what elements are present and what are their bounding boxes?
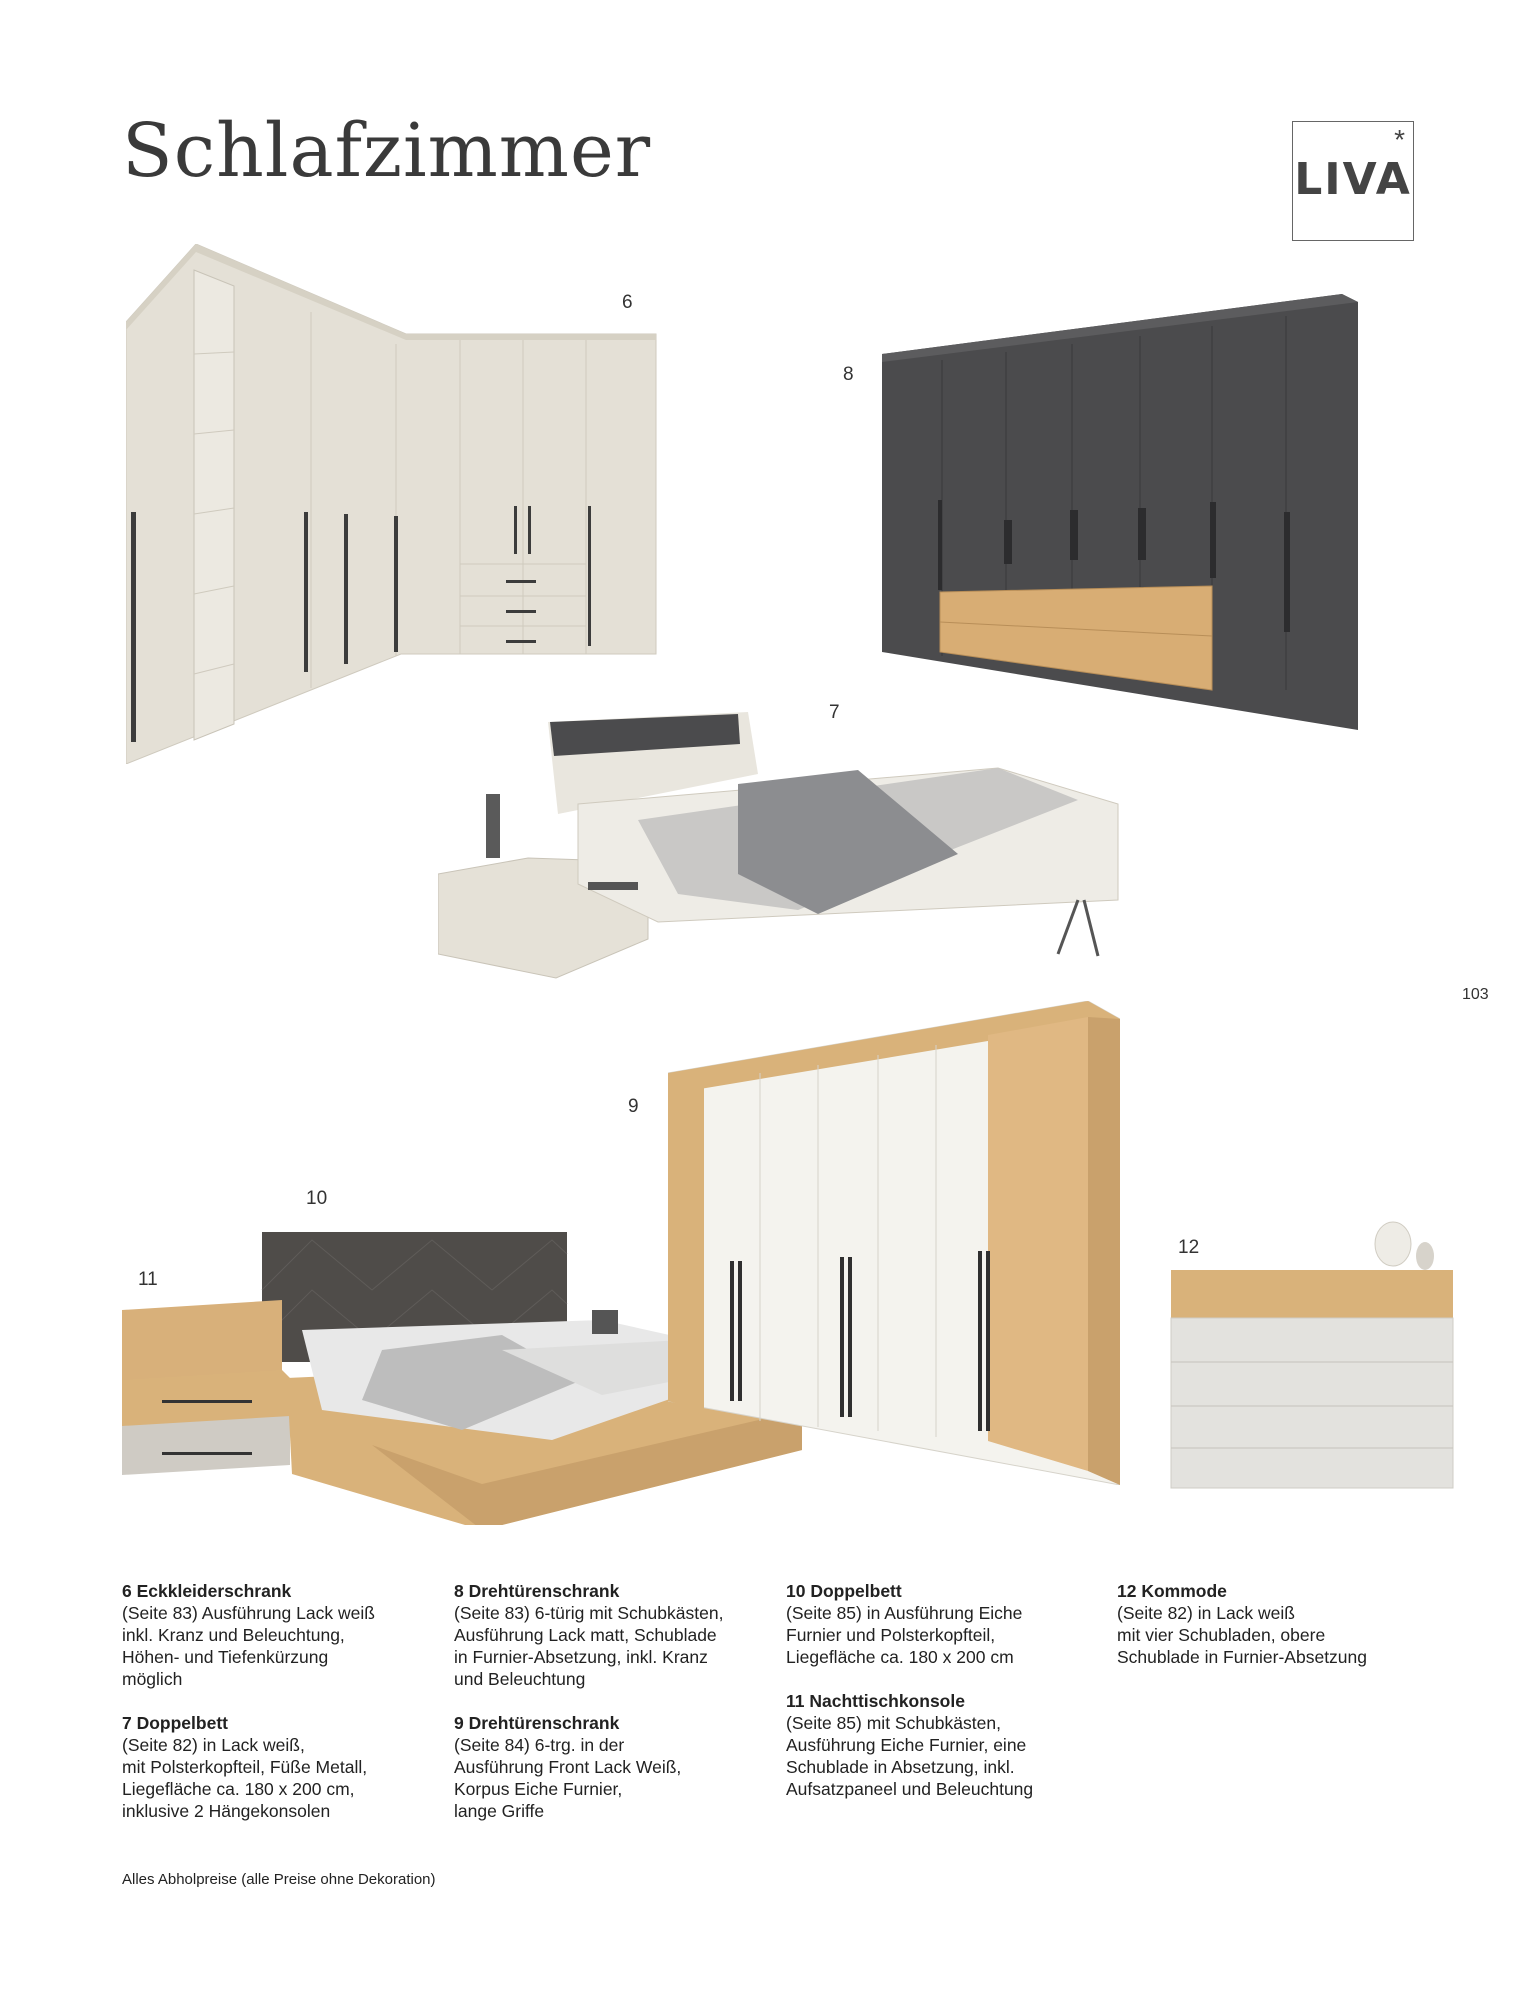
description-item-7 <box>122 1712 432 1822</box>
description-line: Höhen- und Tiefenkürzung <box>122 1647 329 1667</box>
description-line: Ausführung Front Lack Weiß, <box>454 1757 682 1777</box>
description-line: in Furnier-Absetzung, inkl. Kranz <box>454 1647 708 1667</box>
description-item-6 <box>122 1580 432 1690</box>
description-line: Schublade in Absetzung, inkl. <box>786 1757 1015 1777</box>
item-number-10: 10 <box>306 1188 328 1209</box>
description-line: (Seite 83) 6-türig mit Schubkästen, <box>454 1603 724 1623</box>
description-line: Liegefläche ca. 180 x 200 cm, <box>122 1779 355 1799</box>
description-line: (Seite 85) mit Schubkästen, <box>786 1713 1001 1733</box>
description-line: (Seite 82) in Lack weiß, <box>122 1735 305 1755</box>
item-number-12: 12 <box>1178 1237 1200 1258</box>
description-heading: 11 Nachttischkonsole <box>786 1691 965 1711</box>
description-line: Furnier und Polsterkopfteil, <box>786 1625 996 1645</box>
item-number-8: 8 <box>843 364 854 385</box>
description-line: lange Griffe <box>454 1801 545 1821</box>
item-number-9: 9 <box>628 1096 639 1117</box>
description-column-3 <box>786 1580 1096 1822</box>
description-line: inklusive 2 Hängekonsolen <box>122 1801 331 1821</box>
page-title: Schlafzimmer <box>122 108 652 194</box>
description-line: Schublade in Furnier-Absetzung <box>1117 1647 1368 1667</box>
description-line: (Seite 84) 6-trg. in der <box>454 1735 625 1755</box>
oak-white-wardrobe-image <box>668 1001 1120 1485</box>
description-line: Ausführung Eiche Furnier, eine <box>786 1735 1027 1755</box>
double-bed-white-image <box>438 704 1123 980</box>
description-line: (Seite 83) Ausführung Lack weiß <box>122 1603 375 1623</box>
description-heading: 7 Doppelbett <box>122 1713 228 1733</box>
description-line: (Seite 82) in Lack weiß <box>1117 1603 1295 1623</box>
description-line: mit Polsterkopfteil, Füße Metall, <box>122 1757 368 1777</box>
price-footnote: Alles Abholpreise (alle Preise ohne Dekoration) <box>122 1871 436 1888</box>
description-column-1 <box>122 1580 432 1844</box>
corner-wardrobe-image <box>126 244 661 764</box>
description-heading: 10 Doppelbett <box>786 1581 902 1601</box>
description-line: Ausführung Lack matt, Schublade <box>454 1625 717 1645</box>
description-line: und Beleuchtung <box>454 1669 586 1689</box>
logo-text: LIVA <box>1294 154 1412 205</box>
description-item-12 <box>1117 1580 1427 1668</box>
description-item-10 <box>786 1580 1096 1668</box>
item-number-11: 11 <box>138 1269 158 1290</box>
description-heading: 9 Drehtürenschrank <box>454 1713 620 1733</box>
description-item-9 <box>454 1712 764 1822</box>
description-line: Aufsatzpaneel und Beleuchtung <box>786 1779 1034 1799</box>
description-column-4 <box>1117 1580 1427 1690</box>
brand-logo <box>1292 121 1414 241</box>
description-item-8 <box>454 1580 764 1690</box>
anthracite-wardrobe-image <box>882 290 1358 730</box>
description-line: inkl. Kranz und Beleuchtung, <box>122 1625 345 1645</box>
description-column-2 <box>454 1580 764 1844</box>
description-heading: 6 Eckkleiderschrank <box>122 1581 292 1601</box>
page-number: 103 <box>1462 986 1489 1003</box>
logo-star-icon: * <box>1394 124 1405 155</box>
description-line: möglich <box>122 1669 183 1689</box>
description-heading: 8 Drehtürenschrank <box>454 1581 620 1601</box>
item-number-7: 7 <box>829 702 840 723</box>
description-line: (Seite 85) in Ausführung Eiche <box>786 1603 1023 1623</box>
description-line: mit vier Schubladen, obere <box>1117 1625 1326 1645</box>
description-line: Korpus Eiche Furnier, <box>454 1779 623 1799</box>
description-heading: 12 Kommode <box>1117 1581 1227 1601</box>
description-item-11 <box>786 1690 1096 1800</box>
description-line: Liegefläche ca. 180 x 200 cm <box>786 1647 1014 1667</box>
item-number-6: 6 <box>622 292 633 313</box>
chest-of-drawers-image <box>1167 1216 1457 1490</box>
